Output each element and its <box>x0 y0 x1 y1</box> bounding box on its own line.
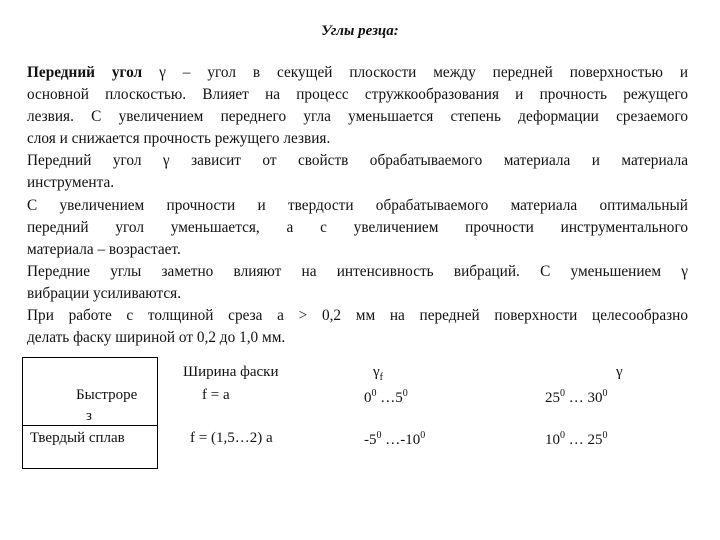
text-line: основной плоскостью. Влияет на процесс стружкообразования и прочность режущего <box>27 86 688 104</box>
text-line: Передние углы заметно влияют на интенсивность вибраций. С уменьшением γ <box>27 262 688 280</box>
text-line: При работе с толщиной среза a > 0,2 мм на передней поверхности целесообразно <box>27 307 688 325</box>
text-line: Передний угол γ – угол в секущей плоскости между передней поверхностью и <box>27 64 689 81</box>
row1-label-wrap: з <box>86 408 92 424</box>
row2-chamfer: f = (1,5…2) a <box>190 430 273 446</box>
row1-gamma-f: $0^0$ $\dots 5^0$ <box>364 388 408 406</box>
row1-label: Быстроре <box>76 387 138 403</box>
header-chamfer-formula: f = a <box>202 387 230 403</box>
term-bold: Передний угол <box>27 64 143 81</box>
page-title: Углы резца: <box>321 23 399 39</box>
text-line: Передний угол γ зависит от свойств обрабатываемого материала и материала <box>27 152 688 170</box>
body-paragraph <box>27 62 688 349</box>
row2-gamma: $10^0$ … $25^0$ <box>545 430 608 448</box>
text-line: материала – возрастает. <box>27 240 181 258</box>
text-line: инструмента. <box>27 174 115 192</box>
text-line: слоя и снижается прочность режущего лезвия. <box>27 130 331 148</box>
row1-gamma: $25^0$ … $30^0$ <box>545 388 608 406</box>
row2-gamma-f: $-5^0$ $\dots-10^0$ <box>364 430 426 448</box>
table-border-bottom <box>22 468 158 469</box>
text-line: лезвия. С увеличением переднего угла уменьшается степень деформации срезаемого <box>27 108 688 126</box>
table-border-left <box>22 357 23 469</box>
text-line: С увеличением прочности и твердости обрабатываемого материала оптимальный <box>27 196 688 214</box>
header-gamma-f: $\gamma_f$ <box>373 364 383 383</box>
row2-label: Твердый сплав <box>30 430 125 446</box>
text-line: вибрации усиливаются. <box>27 284 182 302</box>
table-border-top <box>22 357 158 358</box>
text-line: делать фаску шириной от 0,2 до 1,0 мм. <box>27 329 286 347</box>
header-gamma: γ <box>616 364 623 380</box>
text-line: передний угол уменьшается, а с увеличением прочности инструментального <box>27 218 688 236</box>
header-chamfer-width: Ширина фаски <box>183 364 279 380</box>
table-col-divider <box>157 357 158 469</box>
table-border-mid <box>22 425 158 426</box>
